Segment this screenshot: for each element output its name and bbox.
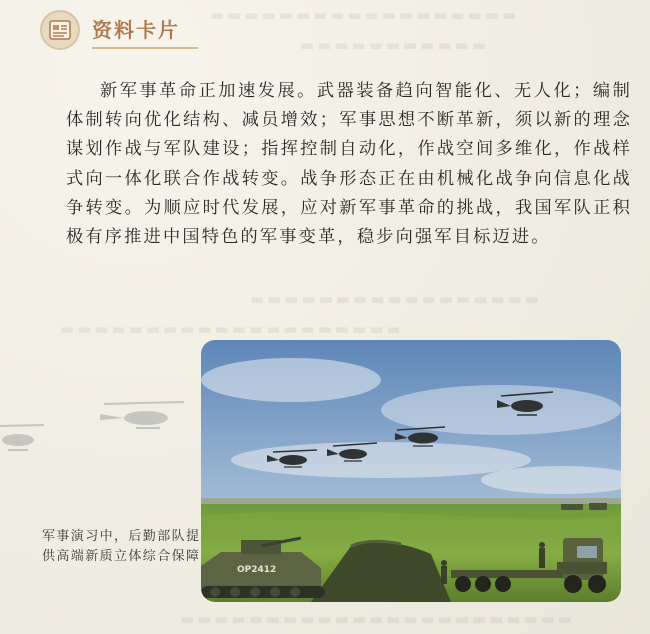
- bleed-through-texture: ▬▬▬▬▬▬▬▬▬▬▬: [300, 36, 489, 54]
- card-header: [40, 8, 198, 52]
- bleed-through-texture: ▬▬▬▬▬▬▬▬▬▬▬▬▬▬▬▬▬: [250, 290, 542, 308]
- bleed-through-texture: ▬▬▬▬▬▬▬▬▬▬▬▬▬▬▬▬▬▬: [210, 6, 520, 24]
- ghost-helicopter-image: [96, 398, 192, 438]
- bleed-through-texture: ▬▬▬▬▬▬▬▬▬▬▬▬▬▬▬▬▬▬▬▬: [60, 320, 404, 338]
- body-paragraph: 新军事革命正加速发展。武器装备趋向智能化、无人化；编制体制转向优化结构、减员增效；军事思想不断革新，须以新的理念谋划作战与军队建设；指挥控制自动化，作战空间多维化，作战样式向一体化联合作战转变。战争形态正在由机械化战争向信息化战争转变。为顺应时代发展，应对新军事革命的挑战，我国军队正积极有序推进中国特色的军事变革，稳步向强军目标迈进。: [66, 81, 632, 248]
- vehicle-number: OP2412: [237, 565, 277, 575]
- document-card-icon: [40, 10, 80, 50]
- photo-caption: 军事演习中，后勤部队提供高端新质立体综合保障: [42, 529, 201, 564]
- military-exercise-photo: [201, 340, 621, 602]
- card-title: 资料卡片: [92, 12, 198, 49]
- bleed-through-texture: ▬▬▬▬▬▬▬▬▬▬▬▬▬▬▬▬▬▬▬▬▬▬▬: [180, 610, 575, 628]
- ghost-helicopter-image: [0, 422, 44, 456]
